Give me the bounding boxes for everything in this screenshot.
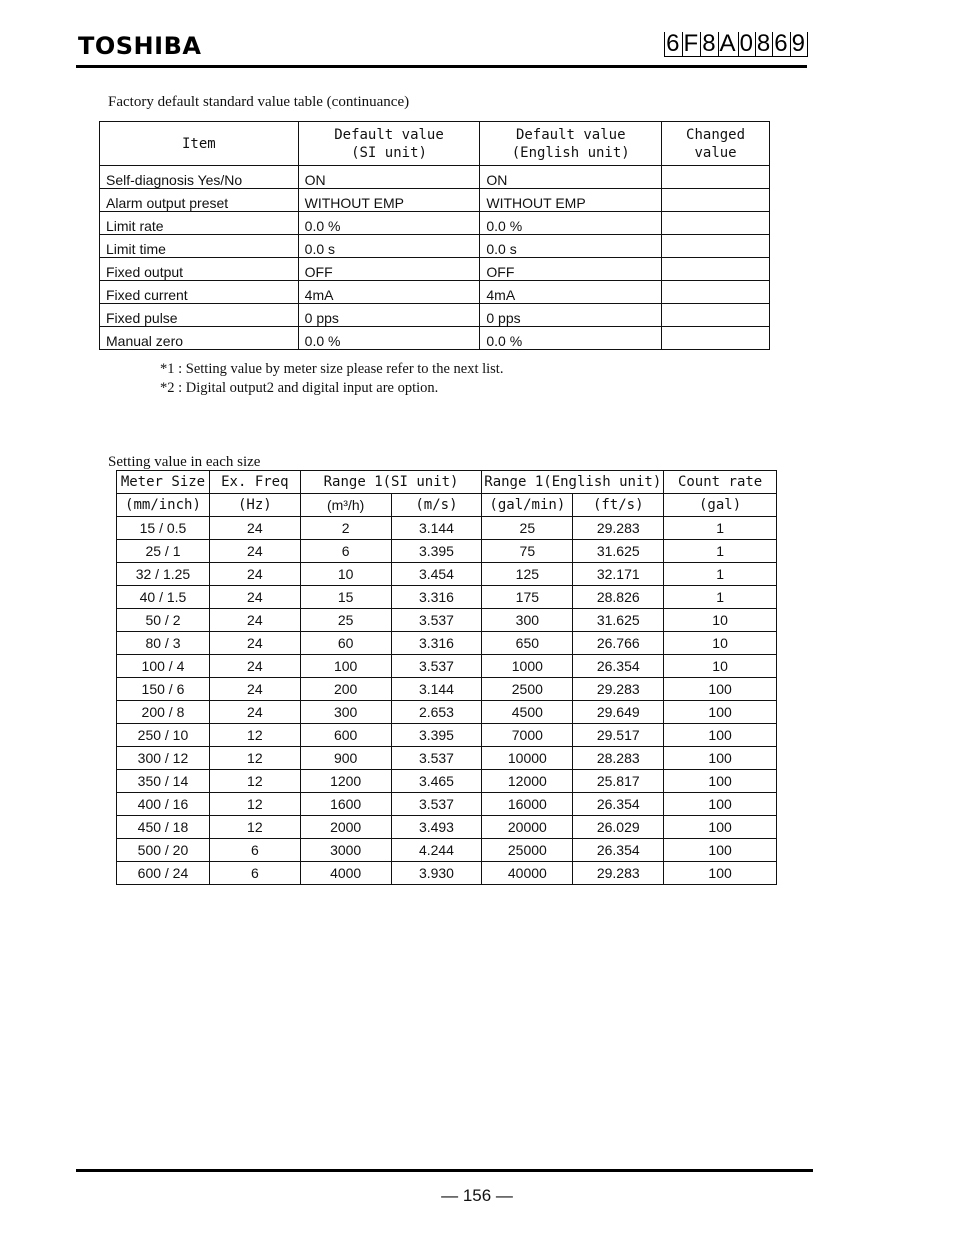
table-cell: 24 [209, 655, 300, 678]
meter-size-table [116, 470, 777, 885]
table-cell [662, 189, 770, 212]
table-cell: 26.029 [573, 816, 664, 839]
table-cell: 6 [300, 540, 391, 563]
table-cell: 0.0 % [480, 212, 662, 235]
table-cell: 29.283 [573, 862, 664, 885]
header-range-english: Range 1(English unit) [482, 471, 664, 494]
table-cell: 25 [482, 517, 573, 540]
table-cell: 26.354 [573, 839, 664, 862]
table-cell: 100 [664, 793, 777, 816]
table-row [117, 563, 777, 586]
unit-meter-size: (mm/inch) [117, 494, 210, 517]
brand-logo: TOSHIBA [78, 32, 202, 60]
table-cell: 24 [209, 678, 300, 701]
table-row [117, 540, 777, 563]
table-cell: 1 [664, 540, 777, 563]
header-changed-value: Changed value [662, 122, 770, 166]
table-cell: 29.517 [573, 724, 664, 747]
table-cell: 300 / 12 [117, 747, 210, 770]
table-cell: 1 [664, 517, 777, 540]
table-cell: 500 / 20 [117, 839, 210, 862]
table-cell: 24 [209, 701, 300, 724]
factory-default-table [99, 121, 770, 350]
header-ex-freq: Ex. Freq [209, 471, 300, 494]
unit-count-rate: (gal) [664, 494, 777, 517]
table-cell: 12 [209, 747, 300, 770]
table-cell: 3.465 [391, 770, 482, 793]
table-cell [662, 258, 770, 281]
unit-range-english-flow: (gal/min) [482, 494, 573, 517]
table-cell: 3000 [300, 839, 391, 862]
table-cell: 32 / 1.25 [117, 563, 210, 586]
table-row [117, 609, 777, 632]
header-count-rate: Count rate [664, 471, 777, 494]
table-row [100, 235, 770, 258]
table-cell: 10000 [482, 747, 573, 770]
table-cell: 200 [300, 678, 391, 701]
table-cell: 29.283 [573, 678, 664, 701]
table-cell: 200 / 8 [117, 701, 210, 724]
table-cell: Fixed current [100, 281, 299, 304]
table-cell: OFF [480, 258, 662, 281]
table-cell: 3.537 [391, 793, 482, 816]
table-cell: 100 [664, 839, 777, 862]
table-cell: 0 pps [298, 304, 480, 327]
table-cell: 26.354 [573, 793, 664, 816]
page-number: — 156 — [441, 1186, 513, 1205]
header-default-si: Default value (SI unit) [298, 122, 480, 166]
table-header-row [117, 471, 777, 494]
table-cell: 175 [482, 586, 573, 609]
table-cell: 0.0 % [298, 327, 480, 350]
table-cell: 15 / 0.5 [117, 517, 210, 540]
table-cell: 3.316 [391, 632, 482, 655]
table-cell: 20000 [482, 816, 573, 839]
table-cell: 12 [209, 724, 300, 747]
table-cell: 4mA [480, 281, 662, 304]
header-item: Item [100, 122, 299, 166]
table-cell: 0.0 % [298, 212, 480, 235]
table-cell: 100 / 4 [117, 655, 210, 678]
doc-number-char: A [719, 30, 737, 57]
table-cell: 3.930 [391, 862, 482, 885]
table-cell: 2.653 [391, 701, 482, 724]
table1-caption: Factory default standard value table (continuance) [108, 94, 410, 110]
table-cell: 100 [300, 655, 391, 678]
table-row [117, 862, 777, 885]
unit-range-si-velocity: (m/s) [391, 494, 482, 517]
table-cell: 650 [482, 632, 573, 655]
table-cell: Fixed output [100, 258, 299, 281]
table-cell: 3.395 [391, 540, 482, 563]
table-cell: 300 [300, 701, 391, 724]
table-cell: 100 [664, 747, 777, 770]
table-cell: 100 [664, 701, 777, 724]
table-cell: 29.283 [573, 517, 664, 540]
table2-caption: Setting value in each size [108, 454, 261, 470]
table-cell [662, 281, 770, 304]
table-cell: ON [480, 166, 662, 189]
doc-number-char: 6 [666, 30, 681, 57]
header-meter-size: Meter Size [117, 471, 210, 494]
table-row [100, 258, 770, 281]
table-row [117, 701, 777, 724]
doc-number-char: 0 [739, 30, 754, 57]
table-cell: 900 [300, 747, 391, 770]
table-cell: 6 [209, 839, 300, 862]
table-cell: 12 [209, 770, 300, 793]
table-cell: 80 / 3 [117, 632, 210, 655]
footer-rule [76, 1169, 813, 1172]
table-cell: 3.316 [391, 586, 482, 609]
table-row [117, 839, 777, 862]
table-cell: 25000 [482, 839, 573, 862]
table-row [117, 770, 777, 793]
table-cell: 16000 [482, 793, 573, 816]
table-cell: 24 [209, 540, 300, 563]
table-cell: 3.454 [391, 563, 482, 586]
table-cell: 24 [209, 609, 300, 632]
table-cell: 15 [300, 586, 391, 609]
table-cell: WITHOUT EMP [480, 189, 662, 212]
unit-ex-freq: (Hz) [209, 494, 300, 517]
table-cell: 25.817 [573, 770, 664, 793]
table-cell: 31.625 [573, 609, 664, 632]
table-cell: 12000 [482, 770, 573, 793]
table-cell: Alarm output preset [100, 189, 299, 212]
table-cell: 1600 [300, 793, 391, 816]
table-cell: 350 / 14 [117, 770, 210, 793]
table-cell: 250 / 10 [117, 724, 210, 747]
table-cell: 40000 [482, 862, 573, 885]
table-cell: 0.0 % [480, 327, 662, 350]
table-cell: 2500 [482, 678, 573, 701]
table-cell: 24 [209, 563, 300, 586]
table-cell: Limit rate [100, 212, 299, 235]
table-cell: Manual zero [100, 327, 299, 350]
table-cell [662, 304, 770, 327]
table-cell: 100 [664, 678, 777, 701]
table-cell: 300 [482, 609, 573, 632]
table-cell: Limit time [100, 235, 299, 258]
table-cell [662, 235, 770, 258]
footnote-2: *2 : Digital output2 and digital input are option. [160, 380, 439, 396]
table-cell: 10 [664, 632, 777, 655]
table-cell: 24 [209, 632, 300, 655]
doc-number-char: 6 [774, 30, 789, 57]
table-row [100, 327, 770, 350]
table-row [100, 304, 770, 327]
table-cell: 3.537 [391, 609, 482, 632]
header-range-si: Range 1(SI unit) [300, 471, 482, 494]
table-cell: 4mA [298, 281, 480, 304]
table-row [117, 632, 777, 655]
table-row [117, 747, 777, 770]
table-cell: WITHOUT EMP [298, 189, 480, 212]
table-cell: 2000 [300, 816, 391, 839]
unit-range-english-velocity: (ft/s) [573, 494, 664, 517]
document-number [664, 30, 808, 58]
table-unit-row [117, 494, 777, 517]
footnote-1: *1 : Setting value by meter size please refer to the next list. [160, 361, 504, 377]
table-row [117, 793, 777, 816]
table-row [117, 655, 777, 678]
table-cell: 450 / 18 [117, 816, 210, 839]
table-cell: 60 [300, 632, 391, 655]
table-cell: 26.354 [573, 655, 664, 678]
table-cell: 75 [482, 540, 573, 563]
table-cell: 3.395 [391, 724, 482, 747]
table-row [117, 724, 777, 747]
table-cell: 4500 [482, 701, 573, 724]
table-cell: OFF [298, 258, 480, 281]
table-cell: 400 / 16 [117, 793, 210, 816]
table-row [117, 586, 777, 609]
table-cell: 0.0 s [480, 235, 662, 258]
table-cell: 1200 [300, 770, 391, 793]
table-cell: ON [298, 166, 480, 189]
table-row [100, 166, 770, 189]
table-cell: 600 [300, 724, 391, 747]
table-cell: 24 [209, 586, 300, 609]
table-cell: Self-diagnosis Yes/No [100, 166, 299, 189]
table-cell: 2 [300, 517, 391, 540]
table-cell: 3.144 [391, 678, 482, 701]
table-cell: 125 [482, 563, 573, 586]
table-cell: 10 [664, 655, 777, 678]
table-cell: 3.493 [391, 816, 482, 839]
table-cell: 12 [209, 816, 300, 839]
doc-number-char: 8 [702, 30, 717, 57]
table-cell [662, 212, 770, 235]
table-cell: 1 [664, 586, 777, 609]
doc-number-char: 9 [791, 30, 806, 57]
table-cell: 28.283 [573, 747, 664, 770]
table-cell: 28.826 [573, 586, 664, 609]
table-cell: 29.649 [573, 701, 664, 724]
table-cell: 32.171 [573, 563, 664, 586]
table-cell: 12 [209, 793, 300, 816]
table-cell: 100 [664, 770, 777, 793]
table-cell: 100 [664, 862, 777, 885]
table-cell: 4.244 [391, 839, 482, 862]
doc-number-char: F [683, 30, 700, 57]
table-cell: 6 [209, 862, 300, 885]
table-cell: 31.625 [573, 540, 664, 563]
table-cell [662, 327, 770, 350]
table-header-row [100, 122, 770, 166]
table-row [100, 189, 770, 212]
table-cell: 4000 [300, 862, 391, 885]
table-cell: 0 pps [480, 304, 662, 327]
table-cell: 40 / 1.5 [117, 586, 210, 609]
table-cell: 600 / 24 [117, 862, 210, 885]
table-cell: 10 [664, 609, 777, 632]
table-cell: 3.144 [391, 517, 482, 540]
doc-number-char: 8 [756, 30, 772, 57]
unit-range-si-flow: (m³/h) [300, 494, 391, 517]
footnotes [160, 360, 503, 398]
table-cell: 24 [209, 517, 300, 540]
table-row [117, 517, 777, 540]
table-cell: 10 [300, 563, 391, 586]
table-cell: 0.0 s [298, 235, 480, 258]
table-cell: 100 [664, 724, 777, 747]
table-cell: 25 / 1 [117, 540, 210, 563]
header-default-english: Default value (English unit) [480, 122, 662, 166]
table-cell: 3.537 [391, 655, 482, 678]
table-row [100, 212, 770, 235]
table-cell: 1 [664, 563, 777, 586]
table-cell: 1000 [482, 655, 573, 678]
table-row [100, 281, 770, 304]
table-cell: 25 [300, 609, 391, 632]
table-row [117, 678, 777, 701]
table-cell: 7000 [482, 724, 573, 747]
table-cell: Fixed pulse [100, 304, 299, 327]
table-cell: 26.766 [573, 632, 664, 655]
table-row [117, 816, 777, 839]
table-cell: 3.537 [391, 747, 482, 770]
table-cell [662, 166, 770, 189]
header-rule [76, 65, 807, 68]
table-cell: 150 / 6 [117, 678, 210, 701]
table-cell: 50 / 2 [117, 609, 210, 632]
table-cell: 100 [664, 816, 777, 839]
